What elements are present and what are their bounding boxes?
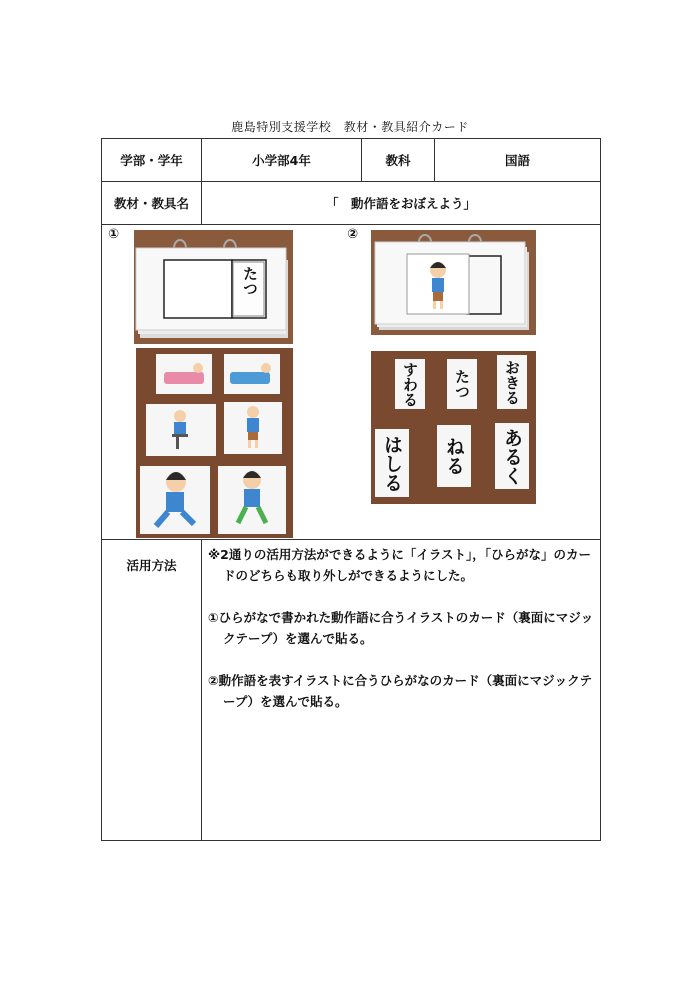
photo-marker-2: ② [347, 227, 359, 242]
material-label: 教材・教具名 [102, 182, 202, 225]
word-card: ねる [437, 425, 471, 487]
photo-binder-word [134, 230, 293, 344]
material-value: 「 動作語をおぼえよう」 [202, 182, 601, 225]
intro-card-table [101, 138, 601, 841]
usage-paragraph: ①ひらがなで書かれた動作語に合うイラストのカード（裏面にマジックテープ）を選んで貼る。 [208, 610, 594, 646]
photos-cell [102, 225, 601, 540]
usage-paragraph: ②動作語を表すイラストに合うひらがなのカード（裏面にマジックテープ）を選んで貼る。 [208, 673, 593, 709]
document-title: 鹿島特別支援学校 教材・教具紹介カード [231, 120, 469, 134]
usage-label: 活用方法 [102, 540, 202, 841]
word-card: あるく [495, 423, 529, 489]
word-card: すわる [395, 359, 425, 409]
photo-binder-illustration [371, 230, 536, 335]
photo-illustration-cards [136, 348, 293, 538]
word-card: たつ [447, 359, 477, 409]
photo-marker-1: ① [108, 227, 120, 242]
subject-value: 国語 [435, 139, 601, 182]
photo-word-cards [371, 351, 536, 504]
grade-value: 小学部4年 [202, 139, 362, 182]
grade-label: 学部・学年 [102, 139, 202, 182]
word-card: はしる [375, 429, 409, 497]
binder-word-card: たつ [241, 266, 259, 296]
subject-label: 教科 [362, 139, 435, 182]
usage-body [202, 540, 601, 841]
usage-paragraph: ※2通りの活用方法ができるように「イラスト」，「ひらがな」のカードのどちらも取り外しができるようにした。 [208, 547, 591, 583]
word-card: おきる [497, 355, 527, 409]
